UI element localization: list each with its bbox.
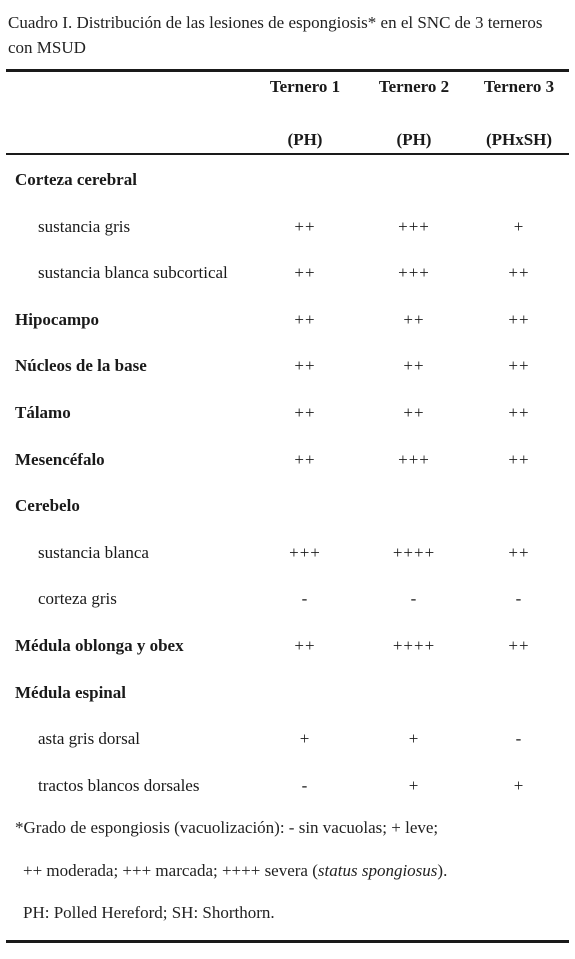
cell-ternero-1: - xyxy=(301,589,309,608)
row-label: Corteza cerebral xyxy=(15,170,137,189)
row-label: Hipocampo xyxy=(15,310,100,329)
cell-ternero-2: ++++ xyxy=(392,636,436,655)
row-label: Cerebelo xyxy=(15,496,80,515)
cell-ternero-2: ++ xyxy=(403,403,425,422)
table-caption: Cuadro I. Distribución de las lesiones de espongiosis* en el SNC de 3 terneros con MSUD xyxy=(8,13,543,57)
cell-ternero-3: ++ xyxy=(508,263,530,282)
cell-ternero-3: ++ xyxy=(508,450,530,469)
cell-ternero-1: +++ xyxy=(289,543,321,562)
cell-ternero-3: + xyxy=(513,776,525,795)
cell-ternero-2: + xyxy=(408,776,420,795)
footnote-scale-suffix: ). xyxy=(437,861,448,880)
cell-ternero-3: + xyxy=(513,217,525,236)
header-ternero-3: Ternero 3 xyxy=(483,77,555,96)
cell-ternero-2: ++ xyxy=(403,310,425,329)
cell-ternero-3: ++ xyxy=(508,403,530,422)
header-breed-2: (PH) xyxy=(396,130,432,149)
cell-ternero-2: +++ xyxy=(398,450,430,469)
footnote-scale-prefix: ++ moderada; +++ marcada; ++++ severa ( xyxy=(23,861,318,880)
cell-ternero-2: - xyxy=(410,589,418,608)
cell-ternero-3: ++ xyxy=(508,636,530,655)
cell-ternero-3: ++ xyxy=(508,310,530,329)
row-label: Tálamo xyxy=(15,403,71,422)
cell-ternero-3: - xyxy=(515,589,523,608)
row-label: sustancia gris xyxy=(38,217,131,236)
cell-ternero-3: - xyxy=(515,729,523,748)
cell-ternero-1: ++ xyxy=(294,217,316,236)
header-breed-3: (PHxSH) xyxy=(485,130,553,149)
bottom-rule xyxy=(6,940,569,943)
footnote-grading: *Grado de espongiosis (vacuolización): - sin vacuolas; + leve; xyxy=(15,818,439,837)
cell-ternero-2: +++ xyxy=(398,263,430,282)
cell-ternero-1: + xyxy=(299,729,311,748)
top-rule xyxy=(6,69,569,72)
row-label: Médula oblonga y obex xyxy=(15,636,184,655)
cell-ternero-1: - xyxy=(301,776,309,795)
cell-ternero-1: ++ xyxy=(294,450,316,469)
row-label: Médula espinal xyxy=(15,683,126,702)
footnote-scale xyxy=(23,861,447,881)
cell-ternero-1: ++ xyxy=(294,263,316,282)
header-ternero-2: Ternero 2 xyxy=(378,77,450,96)
footnote-breeds: PH: Polled Hereford; SH: Shorthorn. xyxy=(23,903,275,922)
row-label: asta gris dorsal xyxy=(38,729,140,748)
row-label: sustancia blanca subcortical xyxy=(38,263,228,282)
footnote-scale-italic: status spongiosus xyxy=(317,861,438,880)
cell-ternero-2: + xyxy=(408,729,420,748)
cell-ternero-2: ++++ xyxy=(392,543,436,562)
cell-ternero-1: ++ xyxy=(294,310,316,329)
cell-ternero-1: ++ xyxy=(294,636,316,655)
cell-ternero-3: ++ xyxy=(508,356,530,375)
header-breed-1: (PH) xyxy=(287,130,323,149)
row-label: Núcleos de la base xyxy=(15,356,147,375)
row-label: sustancia blanca xyxy=(38,543,149,562)
header-ternero-1: Ternero 1 xyxy=(269,77,341,96)
row-label: Mesencéfalo xyxy=(15,450,105,469)
row-label: tractos blancos dorsales xyxy=(38,776,200,795)
cell-ternero-2: ++ xyxy=(403,356,425,375)
cell-ternero-1: ++ xyxy=(294,403,316,422)
cell-ternero-3: ++ xyxy=(508,543,530,562)
cell-ternero-1: ++ xyxy=(294,356,316,375)
row-label: corteza gris xyxy=(38,589,117,608)
cell-ternero-2: +++ xyxy=(398,217,430,236)
header-rule xyxy=(6,153,569,155)
